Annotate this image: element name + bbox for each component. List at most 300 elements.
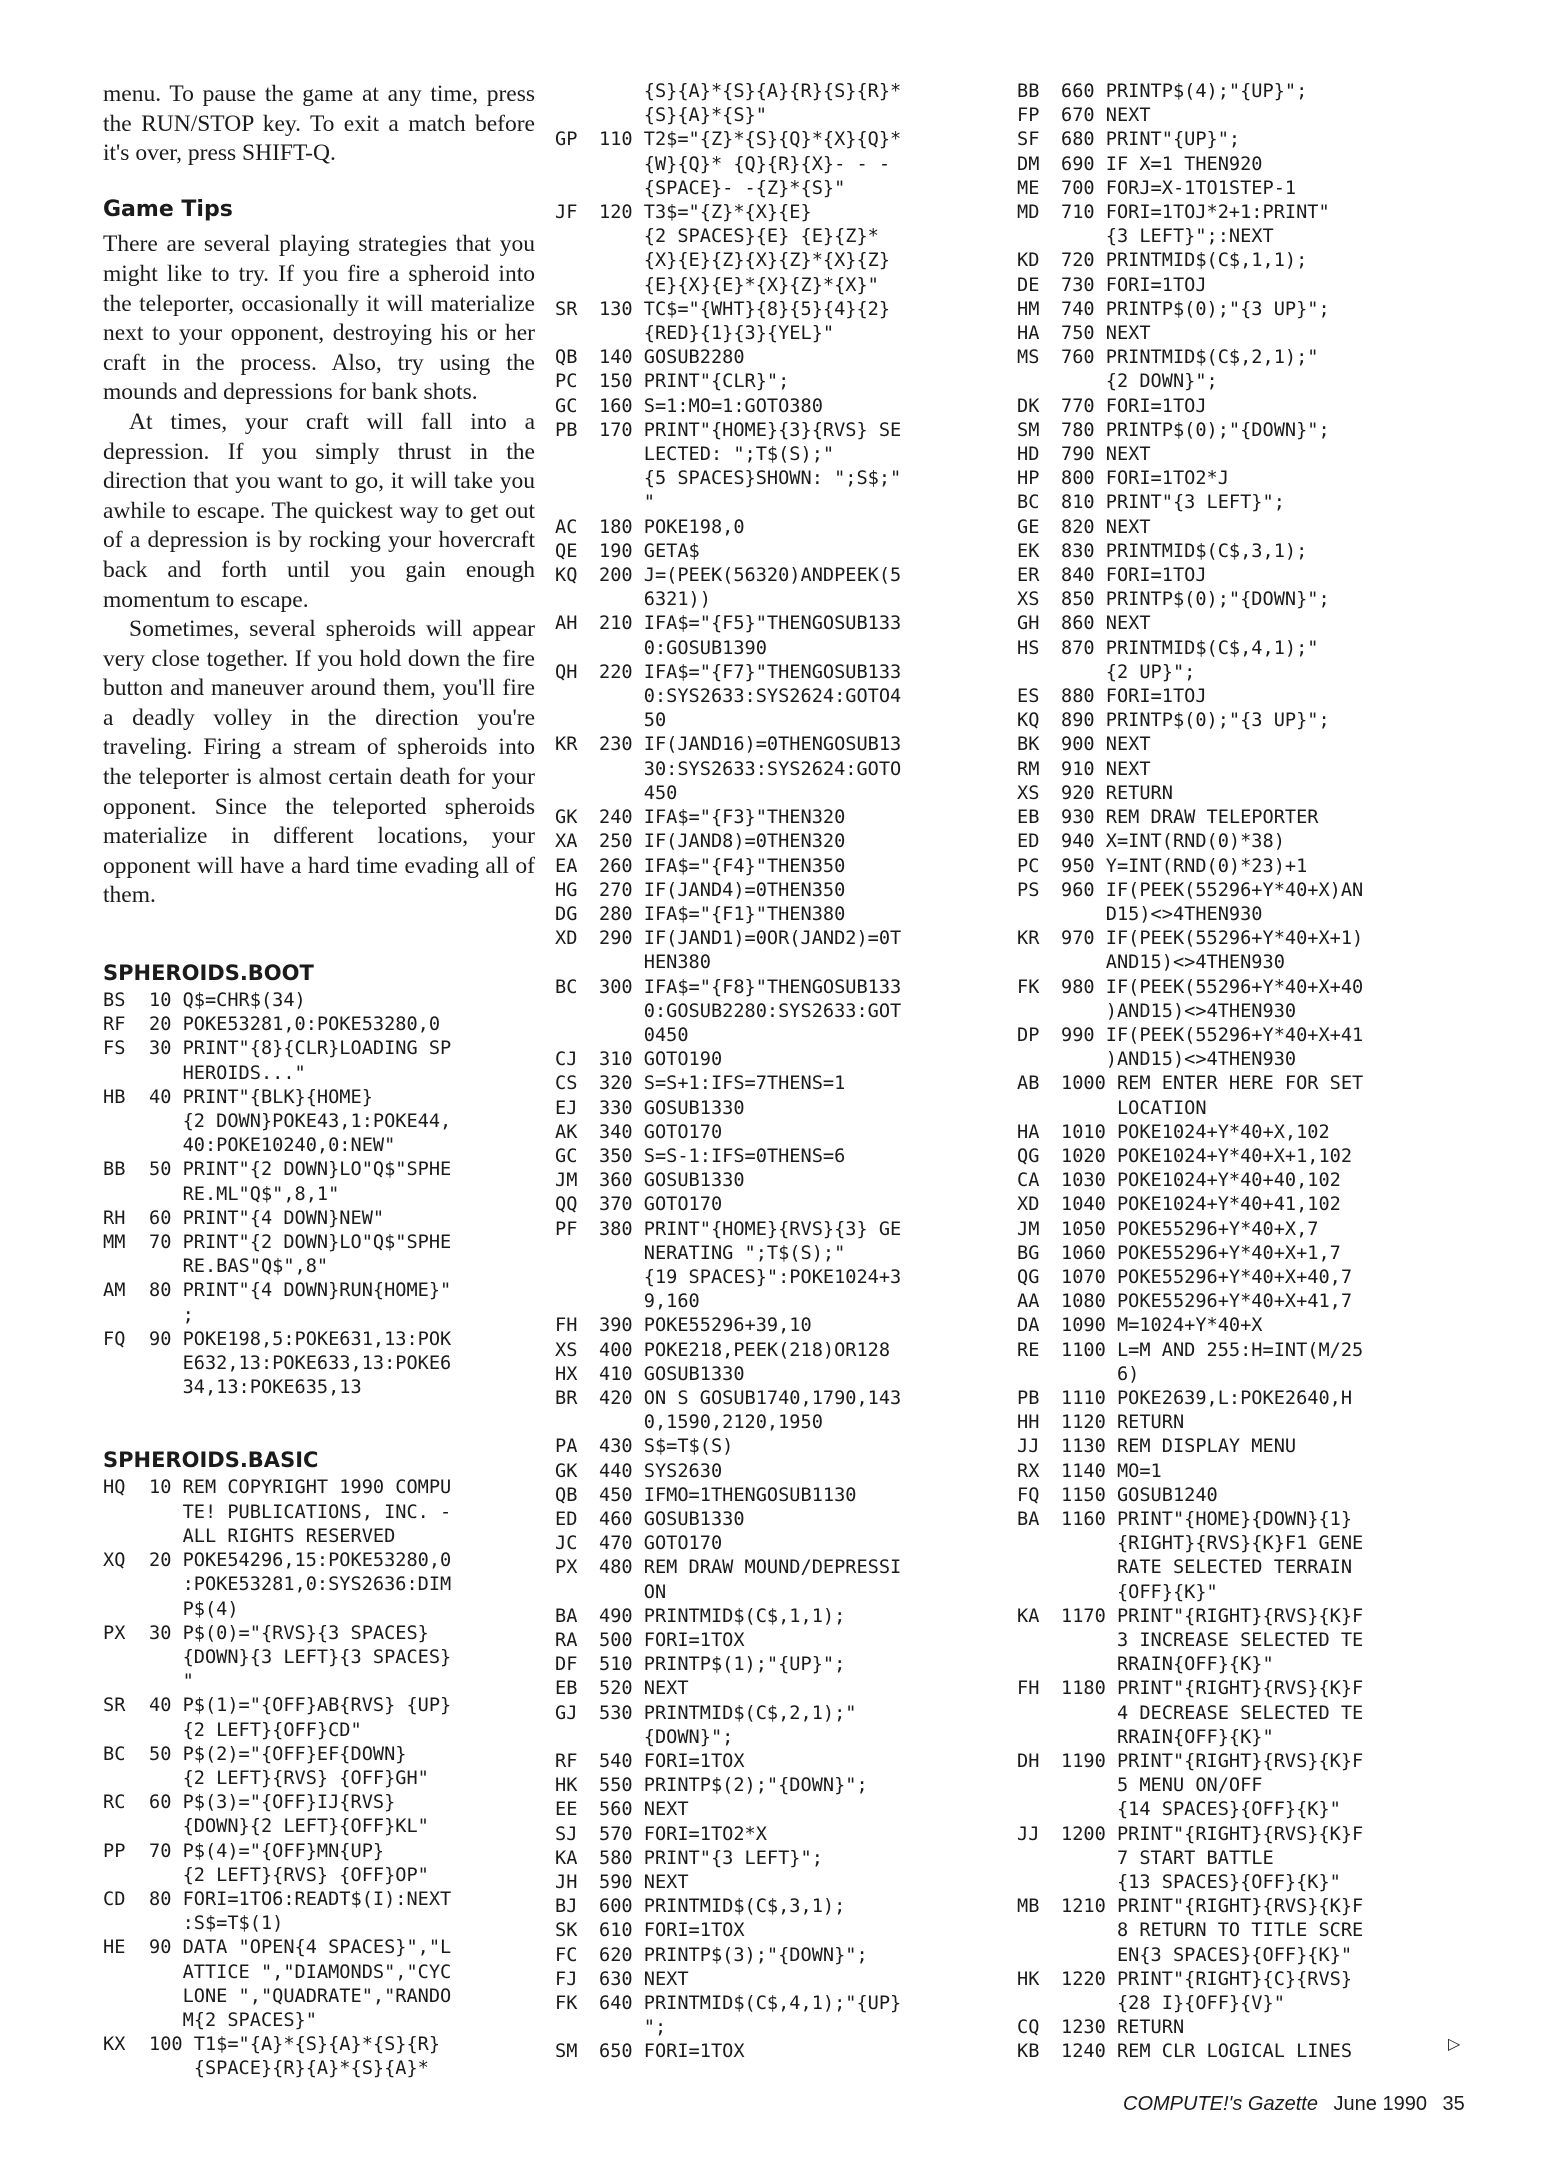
checksum: MM [103, 1232, 126, 1254]
checksum: SJ [555, 1823, 578, 1845]
code-text [149, 1013, 535, 1037]
code-line: 610 FORI=1TOX [599, 1920, 745, 1942]
code-line: 640 PRINTMID$(C$,4,1);"{UP} [599, 1993, 902, 2015]
magazine-name: COMPUTE!'s Gazette [1123, 2093, 1318, 2115]
code-text [1061, 2040, 1457, 2064]
checksum: QH [555, 661, 578, 683]
game-tips-heading: Game Tips [103, 196, 233, 222]
checksum: FQ [103, 1328, 126, 1350]
code-line: 1050 POKE55296+Y*40+X,7 [1061, 1218, 1319, 1240]
listing-line [555, 612, 1010, 660]
code-line: D15)<>4THEN930 [1061, 903, 1263, 925]
code-line: 1100 L=M AND 255:H=INT(M/25 [1061, 1339, 1364, 1361]
code-text [599, 1532, 1010, 1556]
listing-line [1017, 758, 1457, 782]
listing-line [555, 903, 1010, 927]
code-line: 100 T1$="{A}*{S}{A}*{S}{R} [149, 2034, 441, 2056]
code-line: 680 PRINT"{UP}"; [1061, 129, 1241, 151]
checksum: DM [1017, 153, 1040, 175]
code-line: 590 NEXT [599, 1872, 689, 1894]
code-line: "; [599, 2017, 667, 2039]
code-line: {13 SPACES}{OFF}{K}" [1061, 1872, 1341, 1894]
code-text [1061, 443, 1457, 467]
code-line: 740 PRINTP$(0);"{3 UP}"; [1061, 298, 1330, 320]
listing-line [555, 1823, 1010, 1847]
checksum: AC [555, 516, 578, 538]
code-line: HEN380 [599, 952, 711, 974]
code-text [149, 989, 535, 1013]
code-text [1061, 685, 1457, 709]
code-text [599, 1919, 1010, 1943]
listing-line [555, 201, 1010, 298]
code-line: 10 Q$=CHR$(34) [149, 990, 306, 1012]
checksum: ED [1017, 831, 1040, 853]
checksum: HD [1017, 444, 1040, 466]
listing-line [555, 80, 1010, 128]
code-line: 1220 PRINT"{RIGHT}{C}{RVS} [1061, 1968, 1353, 1990]
code-text [1061, 491, 1457, 515]
checksum: SR [555, 298, 578, 320]
code-line: 220 IFA$="{F7}"THENGOSUB133 [599, 661, 902, 683]
listing-line [103, 1694, 535, 1742]
code-line: 34,13:POKE635,13 [149, 1377, 362, 1399]
code-line: 260 IFA$="{F4}"THEN350 [599, 855, 846, 877]
code-line: {S}{A}*{S}{A}{R}{S}{R}* [599, 81, 902, 102]
checksum: HQ [103, 1477, 126, 1499]
code-line: {2 DOWN}POKE43,1:POKE44, [149, 1111, 452, 1133]
code-text [599, 1097, 1010, 1121]
code-line: 890 PRINTP$(0);"{3 UP}"; [1061, 710, 1330, 732]
code-text [1061, 249, 1457, 273]
code-line: HEROIDS..." [149, 1062, 306, 1084]
checksum: PB [1017, 1387, 1040, 1409]
code-line: {DOWN}{2 LEFT}{OFF}KL" [149, 1816, 429, 1838]
code-text [1061, 1072, 1457, 1120]
listing-line [1017, 2016, 1457, 2040]
code-text [1061, 758, 1457, 782]
code-line: {SPACE}{R}{A}*{S}{A}* [149, 2058, 429, 2080]
code-text [599, 1218, 1010, 1315]
checksum: QQ [555, 1194, 578, 1216]
listing-line [555, 879, 1010, 903]
listing-line [555, 298, 1010, 346]
code-text [149, 1158, 535, 1206]
code-line: {3 LEFT}";:NEXT [1061, 226, 1274, 248]
listing-line [555, 1097, 1010, 1121]
code-text [149, 1279, 535, 1327]
code-line: 1170 PRINT"{RIGHT}{RVS}{K}F [1061, 1605, 1364, 1627]
code-line: 490 PRINTMID$(C$,1,1); [599, 1605, 846, 1627]
code-line: 160 S=1:MO=1:GOTO380 [599, 395, 823, 417]
page-footer [1123, 2093, 1475, 2116]
code-line: 180 POKE198,0 [599, 516, 745, 538]
code-text [599, 346, 1010, 370]
listing-line [103, 1888, 535, 1936]
code-line: 530 PRINTMID$(C$,2,1);" [599, 1702, 857, 1724]
code-line: 430 S$=T$(S) [599, 1436, 734, 1458]
checksum: FH [555, 1315, 578, 1337]
code-text [149, 1549, 535, 1622]
checksum: JF [555, 202, 578, 224]
code-text [1061, 709, 1457, 733]
code-line: RE.ML"Q$",8,1" [149, 1183, 340, 1205]
basic-listing-part-2 [555, 80, 1010, 2065]
code-line: 1070 POKE55296+Y*40+X+40,7 [1061, 1266, 1353, 1288]
code-text [1061, 1895, 1457, 1968]
checksum: CS [555, 1073, 578, 1095]
code-text [1061, 322, 1457, 346]
code-text [599, 395, 1010, 419]
listing-line [1017, 733, 1457, 757]
code-line: LECTED: ";T$(S);" [599, 444, 835, 466]
listing-line [1017, 830, 1457, 854]
tips-paragraph-2: At times, your craft will fall into a depression. If you simply thrust in the direction that you want to go, it will take you awhile to escape. The quickest way to get out of a depression is by rocking your hovercraft back and forth until you gain enough momentum to escape. [103, 408, 535, 613]
code-line: 9,160 [599, 1291, 700, 1313]
code-text [599, 370, 1010, 394]
checksum: BC [103, 1743, 126, 1765]
listing-line [1017, 1145, 1457, 1169]
checksum: PC [555, 371, 578, 393]
code-line: 980 IF(PEEK(55296+Y*40+X+40 [1061, 976, 1364, 998]
code-line: 330 GOSUB1330 [599, 1097, 745, 1119]
listing-line [1017, 1024, 1457, 1072]
code-line: 560 NEXT [599, 1799, 689, 1821]
checksum: GK [555, 807, 578, 829]
code-text [1061, 1435, 1457, 1459]
checksum: EE [555, 1799, 578, 1821]
listing-line [555, 1193, 1010, 1217]
checksum: HE [103, 1937, 126, 1959]
issue-date: June 1990 [1333, 2093, 1427, 2115]
code-line: 300 IFA$="{F8}"THENGOSUB133 [599, 976, 902, 998]
listing-line [103, 2033, 535, 2081]
checksum: QG [1017, 1266, 1040, 1288]
code-line: 1210 PRINT"{RIGHT}{RVS}{K}F [1061, 1896, 1364, 1918]
code-line: 310 GOTO190 [599, 1049, 723, 1071]
checksum: FK [1017, 976, 1040, 998]
code-line: 950 Y=INT(RND(0)*23)+1 [1061, 855, 1308, 877]
code-line: 1030 POKE1024+Y*40+40,102 [1061, 1170, 1341, 1192]
checksum: BA [555, 1605, 578, 1627]
basic-listing-title: SPHEROIDS.BASIC [103, 1448, 319, 1473]
checksum: RF [103, 1014, 126, 1036]
listing-line [103, 1013, 535, 1037]
listing-line [555, 1968, 1010, 1992]
checksum: HG [555, 879, 578, 901]
code-text [599, 927, 1010, 975]
basic-listing-part-1 [103, 1476, 535, 2081]
checksum: PA [555, 1436, 578, 1458]
code-text [599, 1314, 1010, 1338]
checksum: BS [103, 990, 126, 1012]
code-line: 10 REM COPYRIGHT 1990 COMPU [149, 1477, 452, 1499]
code-text [1061, 1605, 1457, 1678]
listing-line [1017, 588, 1457, 612]
checksum: DP [1017, 1024, 1040, 1046]
code-line: 320 S=S+1:IFS=7THENS=1 [599, 1073, 846, 1095]
listing-line [1017, 201, 1457, 249]
listing-line [103, 1328, 535, 1401]
code-text [1061, 1823, 1457, 1896]
code-text [1061, 419, 1457, 443]
checksum: DF [555, 1654, 578, 1676]
code-text [1061, 1460, 1457, 1484]
checksum: AH [555, 613, 578, 635]
code-line: 200 J=(PEEK(56320)ANDPEEK(5 [599, 565, 902, 587]
checksum: FH [1017, 1678, 1040, 1700]
checksum: GP [555, 129, 578, 151]
checksum: DA [1017, 1315, 1040, 1337]
checksum: HM [1017, 298, 1040, 320]
listing-line [555, 976, 1010, 1049]
checksum: BR [555, 1387, 578, 1409]
code-text [149, 1936, 535, 2033]
listing-line [555, 1435, 1010, 1459]
code-line: 820 NEXT [1061, 516, 1151, 538]
listing-line [555, 1145, 1010, 1169]
code-text [1061, 637, 1457, 685]
code-line: 70 PRINT"{2 DOWN}LO"Q$"SPHE [149, 1232, 452, 1254]
listing-line [555, 370, 1010, 394]
code-line: :POKE53281,0:SYS2636:DIM [149, 1574, 452, 1596]
checksum: RH [103, 1207, 126, 1229]
checksum: HS [1017, 637, 1040, 659]
checksum: GK [555, 1460, 578, 1482]
code-text [1061, 879, 1457, 927]
code-line: 700 FORJ=X-1TO1STEP-1 [1061, 177, 1297, 199]
code-line: 210 IFA$="{F5}"THENGOSUB133 [599, 613, 902, 635]
listing-line [555, 1218, 1010, 1315]
code-line: 1240 REM CLR LOGICAL LINES [1061, 2041, 1353, 2063]
column-1 [103, 80, 535, 2082]
code-text [1061, 1290, 1457, 1314]
code-text [1061, 153, 1457, 177]
code-line: {DOWN}{3 LEFT}{3 SPACES} [149, 1646, 452, 1668]
checksum: EJ [555, 1097, 578, 1119]
checksum: MS [1017, 347, 1040, 369]
code-line: 60 P$(3)="{OFF}IJ{RVS} [149, 1792, 396, 1814]
listing-line [1017, 1895, 1457, 1968]
code-line: AND15)<>4THEN930 [1061, 952, 1285, 974]
listing-line [555, 516, 1010, 540]
listing-line [1017, 274, 1457, 298]
code-text [599, 976, 1010, 1049]
checksum [555, 80, 599, 128]
listing-line [1017, 1072, 1457, 1120]
code-line: 940 X=INT(RND(0)*38) [1061, 831, 1285, 853]
code-text [599, 879, 1010, 903]
code-line: 920 RETURN [1061, 782, 1173, 804]
checksum: GC [555, 1145, 578, 1167]
code-line: EN{3 SPACES}{OFF}{K}" [1061, 1944, 1353, 1966]
listing-line [1017, 1290, 1457, 1314]
checksum: RC [103, 1792, 126, 1814]
listing-line [1017, 1218, 1457, 1242]
code-line: 20 POKE53281,0:POKE53280,0 [149, 1014, 441, 1036]
code-line: {E}{X}{E}*{X}{Z}*{X}" [599, 274, 879, 296]
code-text [599, 298, 1010, 346]
checksum: EK [1017, 540, 1040, 562]
code-line: ALL RIGHTS RESERVED [149, 1525, 396, 1547]
code-line: 450 IFMO=1THENGOSUB1130 [599, 1484, 857, 1506]
code-line: 910 NEXT [1061, 758, 1151, 780]
checksum: CJ [555, 1049, 578, 1071]
code-line: {14 SPACES}{OFF}{K}" [1061, 1799, 1341, 1821]
code-text [149, 1888, 535, 1936]
code-line: {2 SPACES}{E} {E}{Z}* [599, 226, 879, 248]
code-line: 20 POKE54296,15:POKE53280,0 [149, 1550, 452, 1572]
code-text [599, 1774, 1010, 1798]
code-text [599, 733, 1010, 806]
code-text [599, 661, 1010, 734]
code-line: 420 ON S GOSUB1740,1790,143 [599, 1387, 902, 1409]
listing-line [555, 1072, 1010, 1096]
listing-line [555, 733, 1010, 806]
checksum: QE [555, 540, 578, 562]
code-line: 410 GOSUB1330 [599, 1363, 745, 1385]
code-text [1061, 830, 1457, 854]
code-line: 730 FORI=1TOJ [1061, 274, 1207, 296]
column-3 [1017, 80, 1457, 2065]
checksum: HX [555, 1363, 578, 1385]
code-text [599, 1072, 1010, 1096]
checksum: EA [555, 855, 578, 877]
code-line: 90 POKE198,5:POKE631,13:POK [149, 1328, 452, 1350]
listing-line [1017, 128, 1457, 152]
code-line: {2 DOWN}"; [1061, 371, 1218, 393]
code-text [1061, 2016, 1457, 2040]
code-line: )AND15)<>4THEN930 [1061, 1049, 1297, 1071]
checksum: HK [555, 1775, 578, 1797]
listing-line [1017, 467, 1457, 491]
checksum: PC [1017, 855, 1040, 877]
code-line: 810 PRINT"{3 LEFT}"; [1061, 492, 1285, 514]
listing-line [1017, 1266, 1457, 1290]
code-line: 370 GOTO170 [599, 1194, 723, 1216]
checksum: KR [555, 734, 578, 756]
code-text [149, 1231, 535, 1279]
code-line: 580 PRINT"{3 LEFT}"; [599, 1847, 823, 1869]
checksum: PB [555, 419, 578, 441]
code-text [1061, 104, 1457, 128]
listing-line [555, 1460, 1010, 1484]
checksum: SR [103, 1695, 126, 1717]
listing-line [1017, 298, 1457, 322]
page-number: 35 [1442, 2093, 1465, 2115]
checksum: FP [1017, 105, 1040, 127]
checksum: HA [1017, 323, 1040, 345]
code-text [1061, 1750, 1457, 1823]
code-line: 620 PRINTP$(3);"{DOWN}"; [599, 1944, 868, 1966]
code-line: 830 PRINTMID$(C$,3,1); [1061, 540, 1308, 562]
listing-line [1017, 685, 1457, 709]
code-text [599, 1702, 1010, 1750]
checksum: XQ [103, 1550, 126, 1572]
checksum: JC [555, 1533, 578, 1555]
listing-line [1017, 1677, 1457, 1750]
listing-line [1017, 346, 1457, 394]
checksum: BC [1017, 492, 1040, 514]
checksum: CA [1017, 1170, 1040, 1192]
code-text [599, 1968, 1010, 1992]
code-text [149, 1328, 535, 1401]
code-line: 1000 REM ENTER HERE FOR SET [1061, 1073, 1364, 1095]
listing-line [555, 1847, 1010, 1871]
code-line: ATTICE ","DIAMONDS","CYC [149, 1961, 452, 1983]
listing-line [1017, 177, 1457, 201]
listing-line [103, 1207, 535, 1231]
checksum: ME [1017, 177, 1040, 199]
code-line: 40:POKE10240,0:NEW" [149, 1135, 396, 1157]
code-line: 1120 RETURN [1061, 1412, 1185, 1434]
code-text [149, 1037, 535, 1085]
listing-line [1017, 1339, 1457, 1387]
checksum: JM [1017, 1218, 1040, 1240]
code-text [599, 1871, 1010, 1895]
checksum: BA [1017, 1508, 1040, 1530]
listing-line [1017, 80, 1457, 104]
checksum: MB [1017, 1896, 1040, 1918]
code-text [1061, 806, 1457, 830]
code-line: M{2 SPACES}" [149, 2009, 317, 2031]
code-text [1061, 1508, 1457, 1605]
checksum: FJ [555, 1968, 578, 1990]
code-line: 690 IF X=1 THEN920 [1061, 153, 1263, 175]
listing-line [1017, 249, 1457, 273]
code-text [599, 128, 1010, 201]
code-text [599, 1798, 1010, 1822]
code-line: 670 NEXT [1061, 105, 1151, 127]
code-text [1061, 1677, 1457, 1750]
code-text [599, 1556, 1010, 1604]
checksum: RF [555, 1751, 578, 1773]
code-text [599, 516, 1010, 540]
code-line: 1150 GOSUB1240 [1061, 1484, 1218, 1506]
code-text [599, 612, 1010, 660]
listing-line [103, 1622, 535, 1695]
code-line: 650 FORI=1TOX [599, 2041, 745, 2063]
listing-line [555, 1919, 1010, 1943]
code-line: 270 IF(JAND4)=0THEN350 [599, 879, 846, 901]
listing-line [103, 1549, 535, 1622]
code-text [1061, 588, 1457, 612]
checksum: CD [103, 1888, 126, 1910]
listing-line [555, 1992, 1010, 2040]
code-text [599, 1677, 1010, 1701]
checksum: KD [1017, 250, 1040, 272]
code-text [1061, 1242, 1457, 1266]
checksum: QB [555, 1484, 578, 1506]
checksum: RE [1017, 1339, 1040, 1361]
code-line: 970 IF(PEEK(55296+Y*40+X+1) [1061, 928, 1364, 950]
checksum: DK [1017, 395, 1040, 417]
checksum: DH [1017, 1751, 1040, 1773]
code-line: {OFF}{K}" [1061, 1581, 1218, 1603]
checksum: AB [1017, 1073, 1040, 1095]
listing-line [1017, 540, 1457, 564]
listing-line [1017, 516, 1457, 540]
listing-line [1017, 1508, 1457, 1605]
code-text [149, 1207, 535, 1231]
code-line: 0:GOSUB1390 [599, 637, 767, 659]
code-line: RE.BAS"Q$",8" [149, 1256, 329, 1278]
listing-line [1017, 976, 1457, 1024]
tips-paragraph-3: Sometimes, several spheroids will appear very close together. If you hold down the fire button and maneuver around them, you'll fire a deadly volley in the direction you're traveling. Firing a stream of spheroids into the teleporter is almost certain death for your opponent. Since the teleported spheroids materialize in different locations, your opponent will have a hard time evading all of them. [103, 616, 535, 909]
listing-line [1017, 855, 1457, 879]
listing-line [1017, 491, 1457, 515]
listing-line [555, 1750, 1010, 1774]
listing-line [1017, 1387, 1457, 1411]
